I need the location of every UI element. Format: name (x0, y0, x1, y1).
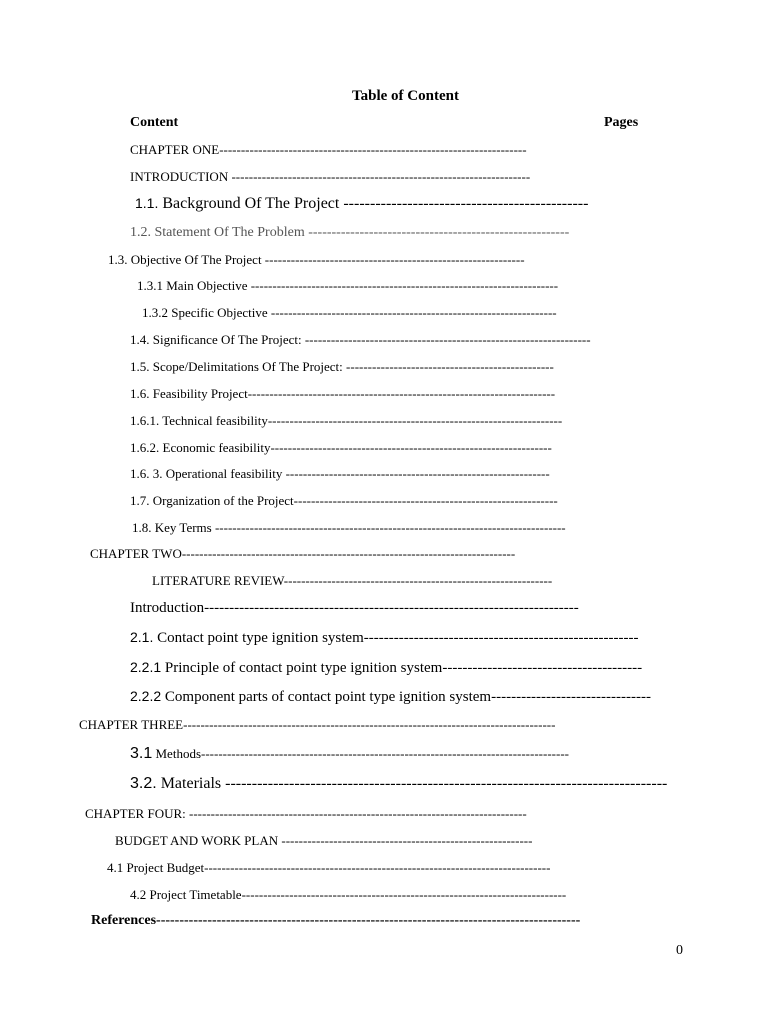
toc-entry-chapter-four: CHAPTER FOUR: ------------------------------------------------------------------------------ (85, 806, 527, 821)
toc-entry-1-6-3: 1.6. 3. Operational feasibility ------------------------------------------------------------- (130, 466, 550, 481)
page-title: Table of Content (352, 88, 459, 104)
toc-entry-1-8: 1.8. Key Terms --------------------------------------------------------------------------------- (132, 520, 566, 535)
toc-entry-1-6: 1.6. Feasibility Project----------------------------------------------------------------------- (130, 386, 556, 401)
toc-entry-1-3-1: 1.3.1 Main Objective ----------------------------------------------------------------------- (137, 278, 559, 293)
toc-entry-4-1: 4.1 Project Budget-------------------------------------------------------------------------------- (107, 860, 551, 875)
toc-entry-1-7: 1.7. Organization of the Project------------------------------------------------------------- (130, 493, 558, 508)
toc-entry-1-6-2: 1.6.2. Economic feasibility----------------------------------------------------------------- (130, 440, 552, 455)
toc-entry-1-4: 1.4. Significance Of The Project: ------------------------------------------------------------------ (130, 332, 591, 347)
toc-entry-number: 3.2. (130, 775, 157, 792)
toc-entry-number: 2.2.2 (130, 688, 162, 704)
toc-entry-number: 1.1. (135, 195, 159, 211)
pages-column-header: Pages (604, 115, 639, 130)
toc-entry-1-6-1: 1.6.1. Technical feasibility-------------------------------------------------------------------- (130, 413, 563, 428)
toc-entry-2-2-1 (130, 660, 642, 676)
toc-entry-2-1 (130, 630, 639, 646)
toc-entry-1-3: 1.3. Objective Of The Project ------------------------------------------------------------ (108, 252, 525, 267)
toc-entry-label: Contact point type ignition system------------------------------------------------------- (153, 630, 639, 646)
toc-entry-literature-review: LITERATURE REVIEW-------------------------------------------------------------- (152, 573, 553, 588)
toc-entry-label: References------------------------------------------------------------------------------------------- (91, 913, 581, 928)
toc-entry-3-2 (130, 776, 667, 792)
toc-entry-1-2: 1.2. Statement Of The Problem -------------------------------------------------------- (130, 225, 570, 240)
toc-entry-3-1 (130, 746, 569, 762)
toc-entry-number: 2.1. (130, 629, 154, 645)
toc-entry-introduction: INTRODUCTION --------------------------------------------------------------------- (130, 169, 531, 184)
content-column-header: Content (130, 115, 179, 130)
page-number: 0 (676, 943, 683, 958)
toc-entry-label: Component parts of contact point type ignition system-------------------------------- (161, 689, 651, 705)
toc-entry-chapter-two: CHAPTER TWO----------------------------------------------------------------------------- (90, 546, 516, 561)
toc-entry-budget-work-plan: BUDGET AND WORK PLAN ---------------------------------------------------------- (115, 833, 533, 848)
toc-entry-4-2: 4.2 Project Timetable--------------------------------------------------------------------------- (130, 887, 567, 902)
toc-entry-label: Materials ----------------------------------------------------------------------------------- (156, 775, 668, 792)
toc-entry-chapter-three: CHAPTER THREE-------------------------------------------------------------------------------------- (79, 717, 556, 732)
toc-entry-1-3-2: 1.3.2 Specific Objective ------------------------------------------------------------------ (142, 305, 557, 320)
toc-entry-label: Methods------------------------------------------------------------------------------------- (152, 746, 569, 761)
toc-entry-references (91, 914, 580, 928)
toc-entry-chapter-one: CHAPTER ONE----------------------------------------------------------------------- (130, 142, 527, 157)
toc-entry-label: Principle of contact point type ignition system---------------------------------------- (161, 660, 643, 676)
toc-entry-number: 2.2.1 (130, 659, 162, 675)
toc-entry-number: 3.1 (130, 745, 153, 762)
toc-entry-1-5: 1.5. Scope/Delimitations Of The Project: ------------------------------------------------ (130, 359, 554, 374)
toc-entry-label: Background Of The Project ---------------------------------------------- (158, 195, 589, 212)
toc-entry-1-1 (135, 196, 588, 212)
toc-entry-introduction-2: Introduction--------------------------------------------------------------------------- (130, 600, 579, 616)
toc-entry-2-2-2 (130, 689, 651, 705)
